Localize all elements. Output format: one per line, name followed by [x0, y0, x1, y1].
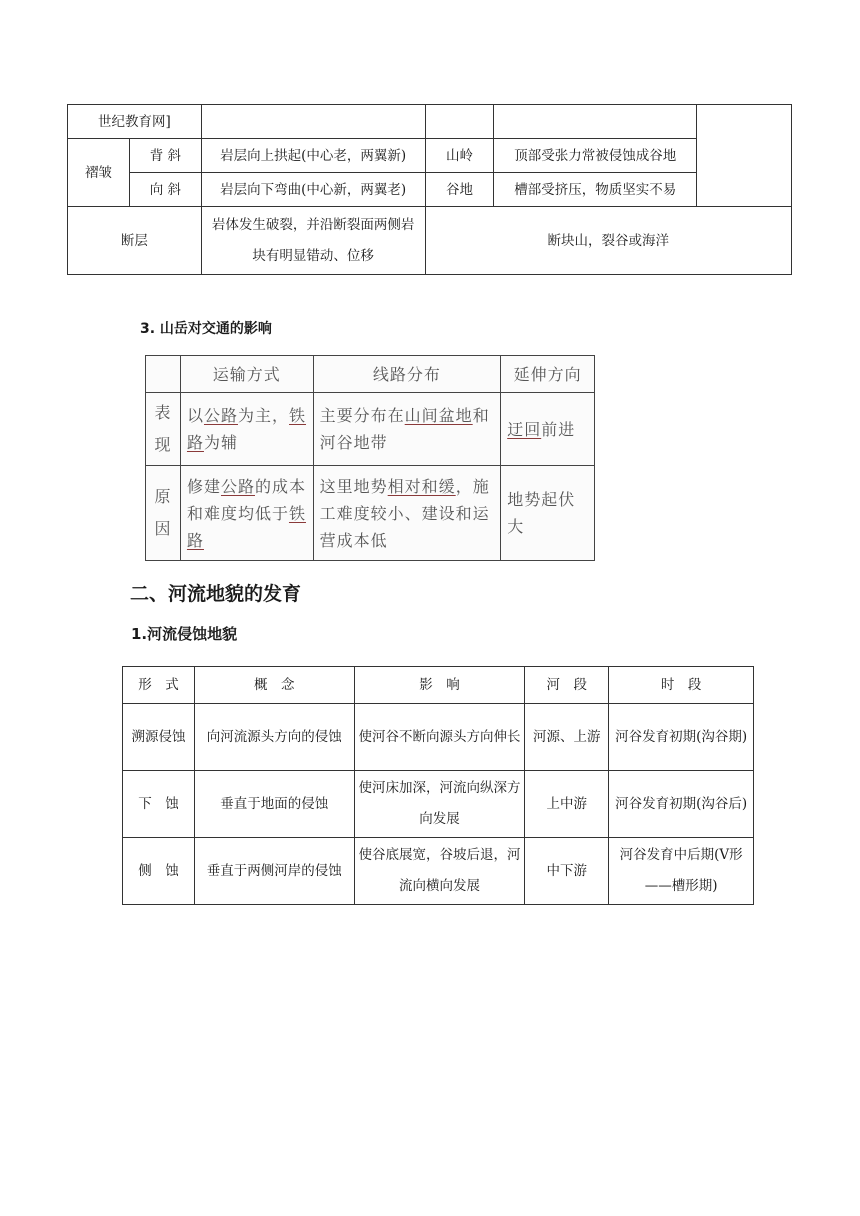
underlined-term: 铁路 — [186, 503, 306, 550]
underlined-term: 公路 — [203, 406, 238, 425]
erosion-form: 溯源侵蚀 — [123, 704, 195, 771]
underlined-term: 迂回 — [507, 419, 542, 439]
table-row — [146, 466, 595, 561]
underlined-term: 铁路 — [186, 406, 307, 452]
table-row — [123, 771, 754, 838]
transport-influence-table — [145, 355, 595, 561]
syncline-explain: 槽部受挤压，物质坚实不易 — [494, 173, 697, 207]
table-header: 线路分布 — [313, 356, 501, 393]
table-cell: 地势起伏大 — [501, 466, 595, 561]
erosion-concept: 垂直于地面的侵蚀 — [194, 771, 354, 838]
anticline-structure: 岩层向上拱起(中心老，两翼新) — [201, 139, 425, 173]
text-span: 为主， — [237, 406, 289, 425]
erosion-section: 中下游 — [525, 838, 609, 905]
table-header: 形 式 — [123, 667, 195, 704]
fault-structure: 岩体发生破裂，并沿断裂面两侧岩块有明显错动、位移 — [201, 207, 425, 275]
table-header: 影 响 — [354, 667, 525, 704]
underlined-term: 公路 — [220, 476, 255, 496]
text-span: 这里地势 — [319, 476, 388, 496]
table-cell — [180, 466, 313, 561]
text-span: ，施工难度较小、建设和运营成本低 — [319, 476, 490, 550]
table-cell — [425, 105, 494, 139]
syncline-landform: 谷地 — [425, 173, 494, 207]
text-span: 前进 — [541, 419, 576, 439]
text-span: 和河谷地带 — [319, 406, 490, 452]
underlined-term: 山间盆地 — [404, 406, 473, 425]
table-cell — [201, 105, 425, 139]
erosion-section: 河源、上游 — [525, 704, 609, 771]
table-cell — [697, 105, 792, 207]
erosion-concept: 向河流源头方向的侵蚀 — [194, 704, 354, 771]
table-row — [146, 393, 595, 466]
table-row — [68, 173, 792, 207]
underlined-term: 相对和缓 — [387, 476, 456, 496]
table-row — [68, 105, 792, 139]
table-header: 延伸方向 — [501, 356, 595, 393]
fold-label: 褶皱 — [68, 139, 130, 207]
text-span: 以 — [186, 406, 204, 425]
table-cell — [146, 356, 181, 393]
text-span: 修建 — [186, 476, 221, 496]
row-label: 表现 — [146, 393, 181, 466]
syncline-name: 向 斜 — [129, 173, 201, 207]
table-row — [68, 139, 792, 173]
text-span: 为辅 — [203, 433, 238, 452]
anticline-name: 背 斜 — [129, 139, 201, 173]
table-cell — [501, 393, 595, 466]
erosion-form: 下 蚀 — [123, 771, 195, 838]
erosion-effect: 使河床加深，河流向纵深方向发展 — [354, 771, 525, 838]
table-header: 河 段 — [525, 667, 609, 704]
anticline-landform: 山岭 — [425, 139, 494, 173]
table-cell — [313, 393, 501, 466]
table-cell — [494, 105, 697, 139]
text-span: 的成本和难度均低于 — [186, 476, 306, 523]
table-row — [146, 356, 595, 393]
table-row — [123, 667, 754, 704]
fault-label: 断层 — [68, 207, 202, 275]
row-label: 原因 — [146, 466, 181, 561]
erosion-effect: 使谷底展宽，谷坡后退，河流向横向发展 — [354, 838, 525, 905]
erosion-period: 河谷发育初期(沟谷期) — [609, 704, 754, 771]
text-span: 主要分布在 — [319, 406, 405, 425]
erosion-section: 上中游 — [525, 771, 609, 838]
table-row — [123, 838, 754, 905]
erosion-concept: 垂直于两侧河岸的侵蚀 — [194, 838, 354, 905]
table-cell — [180, 393, 313, 466]
section-two-heading: 二、河流地貌的发育 — [130, 583, 302, 605]
table-header: 时 段 — [609, 667, 754, 704]
table-header: 概 念 — [194, 667, 354, 704]
table-row — [123, 704, 754, 771]
section3-heading: 3. 山岳对交通的影响 — [140, 321, 272, 337]
geologic-structure-table — [67, 104, 792, 275]
anticline-explain: 顶部受张力常被侵蚀成谷地 — [494, 139, 697, 173]
table-row — [68, 207, 792, 275]
syncline-structure: 岩层向下弯曲(中心新，两翼老) — [201, 173, 425, 207]
erosion-form: 侧 蚀 — [123, 838, 195, 905]
erosion-period: 河谷发育初期(沟谷后) — [609, 771, 754, 838]
table-header: 运输方式 — [180, 356, 313, 393]
table-cell — [313, 466, 501, 561]
erosion-effect: 使河谷不断向源头方向伸长 — [354, 704, 525, 771]
subsection1-heading: 1.河流侵蚀地貌 — [131, 625, 238, 643]
erosion-period: 河谷发育中后期(V形——槽形期) — [609, 838, 754, 905]
river-erosion-table — [122, 666, 754, 905]
fault-landform: 断块山，裂谷或海洋 — [425, 207, 792, 275]
table-cell: 世纪教育网] — [68, 105, 202, 139]
